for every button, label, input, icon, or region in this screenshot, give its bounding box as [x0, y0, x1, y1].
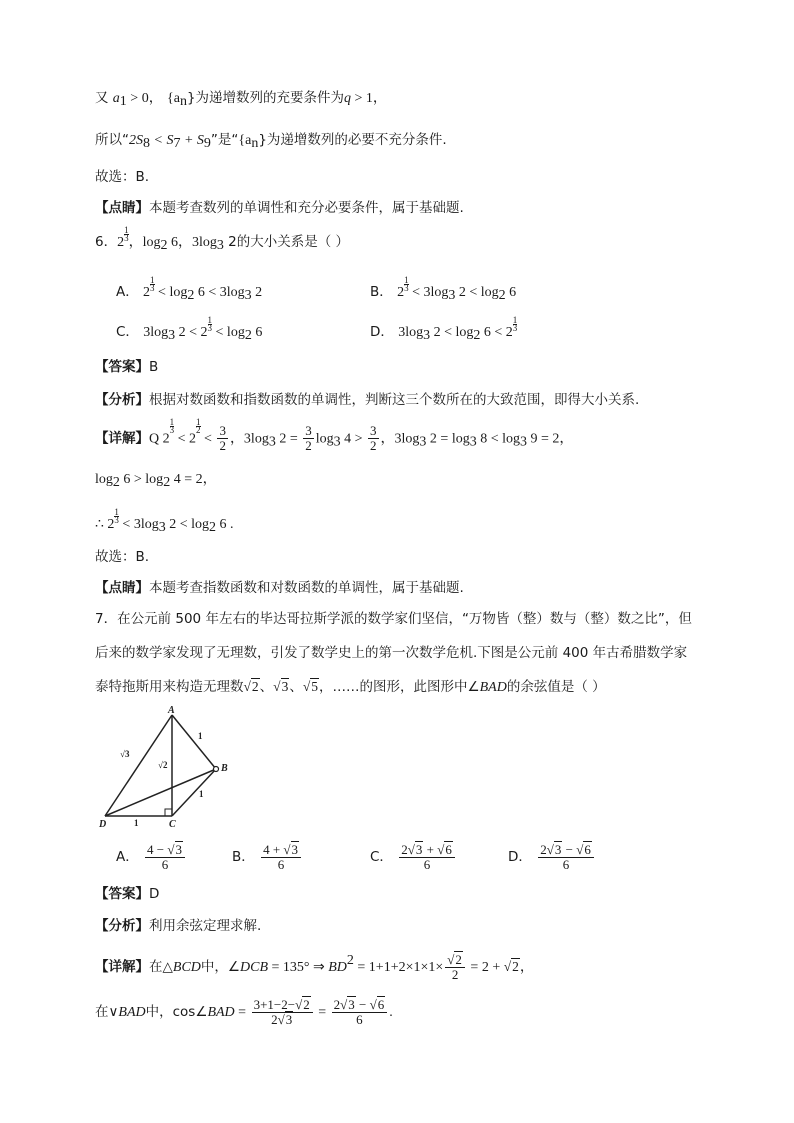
math: < 3log: [118, 517, 159, 532]
q7-option-a[interactable]: [116, 840, 187, 874]
den: 2: [196, 425, 201, 435]
label-dc: 1: [134, 818, 139, 828]
math: 2: [251, 285, 263, 300]
fraction: [399, 843, 455, 872]
den: 2: [370, 438, 377, 453]
math-sub: n: [251, 136, 259, 151]
q7-option-b[interactable]: [232, 840, 303, 874]
math: < 3log: [408, 285, 449, 300]
math: 6 < 3log: [194, 285, 245, 300]
radicand: 2: [512, 959, 519, 974]
num: 1: [114, 507, 119, 517]
math: 2: [401, 841, 408, 857]
q6-option-a[interactable]: [116, 275, 263, 306]
radicand: 3: [281, 679, 289, 694]
den: 3: [207, 323, 213, 333]
q6-analysis: [95, 390, 639, 410]
option-label: B．: [370, 284, 393, 300]
fraction: [368, 424, 379, 453]
fraction: [445, 953, 465, 982]
math: log: [315, 431, 334, 447]
den: 6: [277, 856, 285, 872]
math: = 2 +: [466, 960, 504, 975]
num: 1: [124, 225, 129, 235]
math-sup: 2: [346, 953, 354, 968]
num: 1: [207, 315, 213, 325]
math: 6 .: [216, 517, 234, 532]
den: 6: [562, 856, 570, 872]
math: 3+1−2−: [253, 996, 296, 1012]
line-1: [95, 88, 387, 112]
math: 9 = 2，: [527, 431, 574, 447]
sqrt: √3: [340, 996, 355, 1012]
q6-detail-2: [95, 469, 217, 493]
choice-line: 故选：B.: [95, 169, 150, 185]
math-sub: 3: [423, 328, 431, 343]
label-ab: 1: [198, 731, 203, 741]
option-label: A．: [116, 284, 139, 300]
text: 又: [95, 90, 109, 106]
text: }为递增数列的必要不充分条件.: [258, 132, 447, 148]
math: ，: [519, 960, 534, 975]
math-sub: 3: [158, 520, 166, 535]
analysis-tag: 【分析】: [95, 392, 149, 408]
den: 2: [305, 438, 312, 453]
radicand: 2: [303, 996, 310, 1012]
math-sub: 3: [216, 238, 224, 253]
math-sub: 2: [160, 238, 168, 253]
math: .: [389, 1005, 393, 1020]
math: BD: [328, 960, 347, 975]
math: 4 −: [147, 841, 168, 857]
num: [145, 843, 185, 858]
math: + S: [180, 133, 204, 148]
den: 2: [219, 438, 226, 453]
q6-answer: [95, 357, 158, 377]
math-sub: 2: [473, 328, 481, 343]
radicand: 3: [554, 841, 562, 857]
math: 2: [143, 285, 151, 300]
math-sub: n: [179, 94, 187, 109]
math-sub: 3: [244, 288, 252, 303]
segment-bc: [172, 769, 216, 816]
math-sub: 3: [448, 288, 456, 303]
option-label: B．: [232, 849, 255, 865]
text: ”是“: [210, 132, 239, 148]
math-sub: 1: [119, 94, 127, 109]
sqrt: √6: [437, 841, 452, 857]
q6-stem: [95, 225, 350, 256]
math: = 1+1+2×1×1×: [353, 960, 444, 975]
sqrt: √6: [576, 841, 591, 857]
math: ，3log: [229, 431, 269, 447]
exponent-fraction: [513, 317, 518, 332]
q6-detail-3: [95, 507, 234, 538]
math: 2 < log: [455, 285, 499, 300]
radicand: 6: [584, 841, 591, 857]
math-sub: 3: [419, 434, 427, 450]
q7-stem-2: 后来的数学家发现了无理数，引发了数学史上的第一次数学危机.下图是公元前 400 年古希腊数学家: [95, 645, 688, 661]
math: < log: [154, 285, 188, 300]
math-sub: 2: [498, 288, 506, 303]
radicand: 3: [348, 996, 355, 1012]
math-sub: 9: [203, 136, 211, 151]
math: a: [112, 91, 120, 106]
label-a: A: [168, 705, 175, 716]
q7-stem-3: [95, 677, 606, 698]
den: [252, 1013, 313, 1027]
math: =: [234, 1005, 250, 1020]
math: 2 = log: [426, 431, 470, 447]
math: BAD: [207, 1005, 235, 1020]
answer-text: D: [149, 886, 160, 902]
num: 1: [169, 417, 175, 427]
math: < log: [212, 325, 245, 340]
math: log: [95, 472, 113, 487]
math: 6: [505, 285, 517, 300]
analysis-text: 根据对数函数和指数函数的单调性，判断这三个数所在的大致范围，即得大小关系.: [149, 392, 640, 408]
math: > 1，: [351, 91, 387, 106]
radicand: 2: [455, 951, 462, 967]
math: 2S: [129, 133, 143, 148]
analysis-tag: 【分析】: [95, 918, 149, 934]
math: q: [344, 91, 352, 106]
math: BAD: [118, 1005, 146, 1020]
sqrt: √2: [503, 959, 519, 974]
math: +: [423, 841, 438, 857]
math: −: [562, 841, 577, 857]
label-c: C: [169, 819, 176, 830]
sqrt: √2: [243, 679, 259, 694]
answer-tag: 【答案】: [95, 359, 149, 375]
text: 、: [289, 679, 303, 695]
fraction: [303, 424, 314, 453]
math: {a: [238, 133, 252, 148]
radicand: 2: [251, 679, 259, 694]
math: 6，3log: [167, 235, 217, 250]
option-label: A．: [116, 849, 139, 865]
q7-detail-1: [95, 944, 534, 985]
math: 4 >: [340, 431, 367, 447]
sqrt: √3: [283, 841, 299, 857]
sqrt: √3: [167, 841, 183, 857]
q6-option-c[interactable]: [116, 315, 263, 346]
fraction: [332, 998, 388, 1027]
math: 6: [251, 325, 263, 340]
math: Q 2: [149, 431, 170, 447]
math: 2 < 2: [175, 325, 208, 340]
q6-option-b[interactable]: [370, 275, 517, 306]
den: 6: [161, 856, 169, 872]
analysis-text: 利用余弦定理求解.: [149, 918, 262, 934]
q6-detail-1: [95, 417, 574, 457]
num: [261, 843, 301, 858]
fraction: [145, 843, 185, 872]
math: 4 +: [263, 841, 284, 857]
radicand: 3: [285, 1011, 293, 1027]
sqrt: √3: [273, 679, 289, 694]
q7-option-d[interactable]: [508, 840, 596, 874]
label-ac: √2: [158, 760, 168, 770]
answer-text: B: [149, 359, 159, 375]
detail-tag: 【详解】: [95, 430, 149, 447]
math-sub: 2: [187, 288, 195, 303]
comment-tag: 【点睛】: [95, 580, 149, 596]
math: 2: [117, 235, 125, 250]
math: 6 < 2: [480, 325, 513, 340]
comment-text: 本题考查指数函数和对数函数的单调性，属于基础题.: [149, 580, 464, 596]
text: 在∨: [95, 1004, 119, 1020]
q7-answer: [95, 884, 159, 904]
den: 3: [169, 425, 175, 435]
option-label: C．: [116, 324, 139, 340]
math: 3log: [143, 325, 169, 340]
math: 2 < log: [430, 325, 474, 340]
math: 2: [540, 841, 547, 857]
text: 中，cos∠: [145, 1004, 208, 1020]
math: 2: [333, 996, 341, 1012]
segment-ab: [172, 715, 216, 769]
num: 1: [512, 315, 518, 325]
text: 的余弦值是（ ）: [506, 679, 606, 695]
label-b: B: [221, 763, 228, 774]
sqrt: √5: [302, 679, 319, 694]
fraction: [261, 843, 301, 872]
sqrt: √3: [546, 841, 562, 857]
math: > 0，: [126, 91, 163, 106]
text: 中，∠: [200, 959, 240, 975]
den: 3: [512, 323, 518, 333]
radicand: 3: [415, 841, 423, 857]
radicand: 6: [377, 996, 385, 1012]
math: = 135° ⇒: [268, 960, 329, 975]
den: 3: [114, 515, 119, 525]
math: 2 =: [275, 431, 302, 447]
math: ，log: [128, 235, 161, 250]
sqrt: √3: [407, 841, 423, 857]
sqrt: √6: [369, 996, 385, 1012]
detail-tag: 【详解】: [95, 959, 149, 975]
den: 6: [423, 856, 431, 872]
num: 1: [404, 275, 409, 285]
math: 2 < log: [165, 517, 210, 532]
radicand: 3: [291, 841, 299, 857]
fraction: [252, 998, 313, 1027]
math-sub: 2: [244, 328, 252, 343]
math-sub: 3: [268, 434, 276, 450]
label-d: D: [99, 819, 107, 830]
label-bc: 1: [199, 789, 204, 799]
math-sub: 2: [209, 520, 217, 535]
text: 2的大小关系是（ ）: [223, 234, 350, 250]
num: 3: [305, 423, 312, 438]
comment-line: [95, 198, 464, 218]
option-label: D．: [508, 849, 532, 865]
comment-text: 本题考查数列的单调性和充分必要条件，属于基础题.: [149, 200, 464, 216]
den: 6: [356, 1011, 363, 1027]
num: 1: [196, 417, 201, 427]
math-sub: 3: [168, 328, 176, 343]
q6-choice: 故选：B.: [95, 549, 150, 565]
math-sub: 3: [520, 434, 528, 450]
num: [399, 843, 455, 858]
math: DCB: [240, 960, 268, 975]
math: 2: [271, 1011, 278, 1027]
fraction: [538, 843, 594, 872]
sqrt: √2: [447, 951, 462, 967]
den: 2: [451, 966, 459, 982]
num: [252, 998, 313, 1013]
math-sub: 3: [469, 434, 477, 450]
math: 3log: [398, 325, 424, 340]
math-sub: 3: [333, 434, 341, 450]
text: 、: [259, 679, 274, 695]
num: 1: [150, 275, 155, 285]
q7-figure: [95, 705, 245, 830]
option-label: D．: [370, 324, 394, 340]
den: 3: [124, 233, 129, 243]
fraction: [217, 424, 228, 453]
math-sub: 7: [173, 136, 181, 151]
q7-option-c[interactable]: [370, 840, 457, 874]
num: [538, 843, 594, 858]
math: =: [314, 1005, 330, 1020]
text: }为递增数列的充要条件为: [186, 90, 345, 106]
sqrt: √2: [295, 996, 310, 1012]
num: [445, 953, 465, 968]
line-2: [95, 130, 447, 154]
math-sub: 8: [143, 136, 150, 151]
text: 在△: [149, 959, 173, 975]
q6-option-d[interactable]: [370, 315, 518, 346]
label-ad: √3: [120, 749, 130, 759]
point-b-marker: [214, 767, 219, 772]
q7-analysis: [95, 916, 261, 936]
den: 3: [150, 283, 155, 293]
math: < 2: [174, 431, 197, 447]
radicand: 3: [175, 841, 183, 857]
radicand: 5: [311, 679, 319, 694]
radicand: 6: [445, 841, 452, 857]
question-number: 6．: [95, 234, 118, 250]
math: <: [200, 431, 216, 447]
q6-comment: [95, 578, 464, 598]
math-sub: 2: [163, 475, 171, 490]
num: 3: [370, 423, 377, 438]
text: 所以“: [95, 132, 129, 148]
math: < S: [150, 133, 174, 148]
math: BCD: [172, 960, 201, 975]
comment-tag: 【点睛】: [95, 200, 149, 216]
math: {a: [167, 91, 180, 106]
text: 泰特拖斯用来构造无理数: [95, 679, 244, 695]
text: ，……的图形，此图形中∠: [319, 679, 480, 695]
num: [332, 998, 388, 1013]
sqrt: √3: [277, 1011, 293, 1027]
answer-tag: 【答案】: [95, 886, 149, 902]
math: 6 > log: [119, 472, 164, 487]
right-angle-mark: [165, 809, 172, 816]
math: −: [355, 996, 370, 1012]
math: ，3log: [380, 431, 420, 447]
option-label: C．: [370, 849, 393, 865]
math: 4 = 2，: [170, 472, 217, 487]
math-sub: 2: [112, 475, 120, 490]
math: 2: [397, 285, 405, 300]
den: 3: [404, 283, 409, 293]
q7-stem-1: 7．在公元前 500 年左右的毕达哥拉斯学派的数学家们坚信，“万物皆（整）数与（整）数之比”，但: [95, 611, 692, 627]
math: ∴ 2: [95, 517, 115, 532]
math: BAD: [479, 680, 507, 695]
math: 8 < log: [476, 431, 521, 447]
num: 3: [219, 423, 226, 438]
q7-detail-2: [95, 994, 393, 1031]
